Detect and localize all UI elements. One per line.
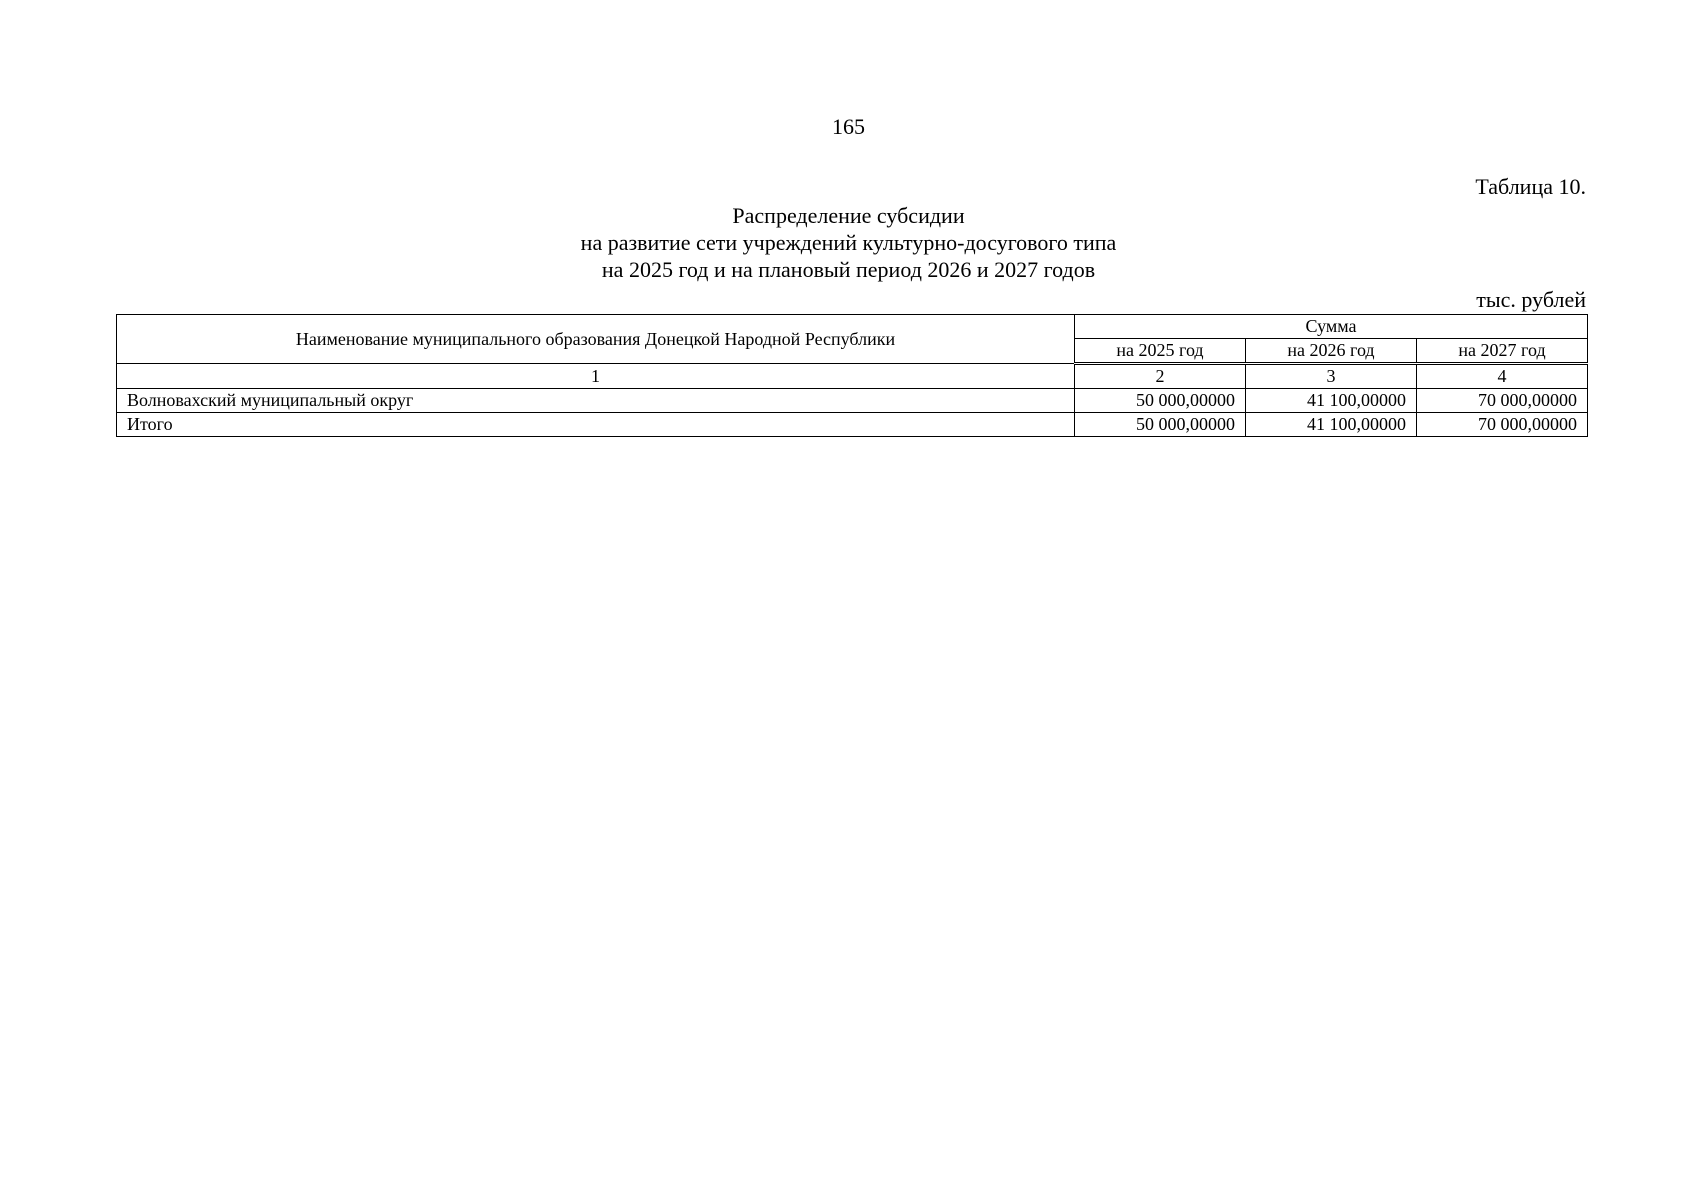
header-name-column: Наименование муниципального образования Донецкой Народной Республики — [117, 315, 1075, 364]
total-label: Итого — [117, 413, 1075, 437]
row-value-2026: 41 100,00000 — [1246, 389, 1417, 413]
header-year-2026: на 2026 год — [1246, 339, 1417, 364]
table-row — [117, 389, 1588, 413]
row-value-2027: 70 000,00000 — [1417, 389, 1588, 413]
header-year-2027: на 2027 год — [1417, 339, 1588, 364]
total-value-2025: 50 000,00000 — [1075, 413, 1246, 437]
title-line-1: Распределение субсидии — [732, 203, 965, 228]
total-value-2027: 70 000,00000 — [1417, 413, 1588, 437]
subsidy-table — [116, 314, 1588, 437]
row-value-2025: 50 000,00000 — [1075, 389, 1246, 413]
header-sum-group: Сумма — [1075, 315, 1588, 339]
column-number-row — [117, 364, 1588, 389]
row-name: Волновахский муниципальный округ — [117, 389, 1075, 413]
column-number-3: 3 — [1246, 364, 1417, 389]
table-header-row — [117, 315, 1588, 339]
total-value-2026: 41 100,00000 — [1246, 413, 1417, 437]
column-number-4: 4 — [1417, 364, 1588, 389]
column-number-1: 1 — [117, 364, 1075, 389]
table-label: Таблица 10. — [1475, 174, 1586, 199]
table-total-row — [117, 413, 1588, 437]
units-label: тыс. рублей — [1476, 287, 1586, 312]
title-line-3: на 2025 год и на плановый период 2026 и 2027 годов — [601, 257, 1096, 282]
document-title — [0, 202, 1697, 283]
header-year-2025: на 2025 год — [1075, 339, 1246, 364]
column-number-2: 2 — [1075, 364, 1246, 389]
title-line-2: на развитие сети учреждений культурно-досугового типа — [580, 230, 1117, 255]
page-number: 165 — [832, 114, 865, 139]
